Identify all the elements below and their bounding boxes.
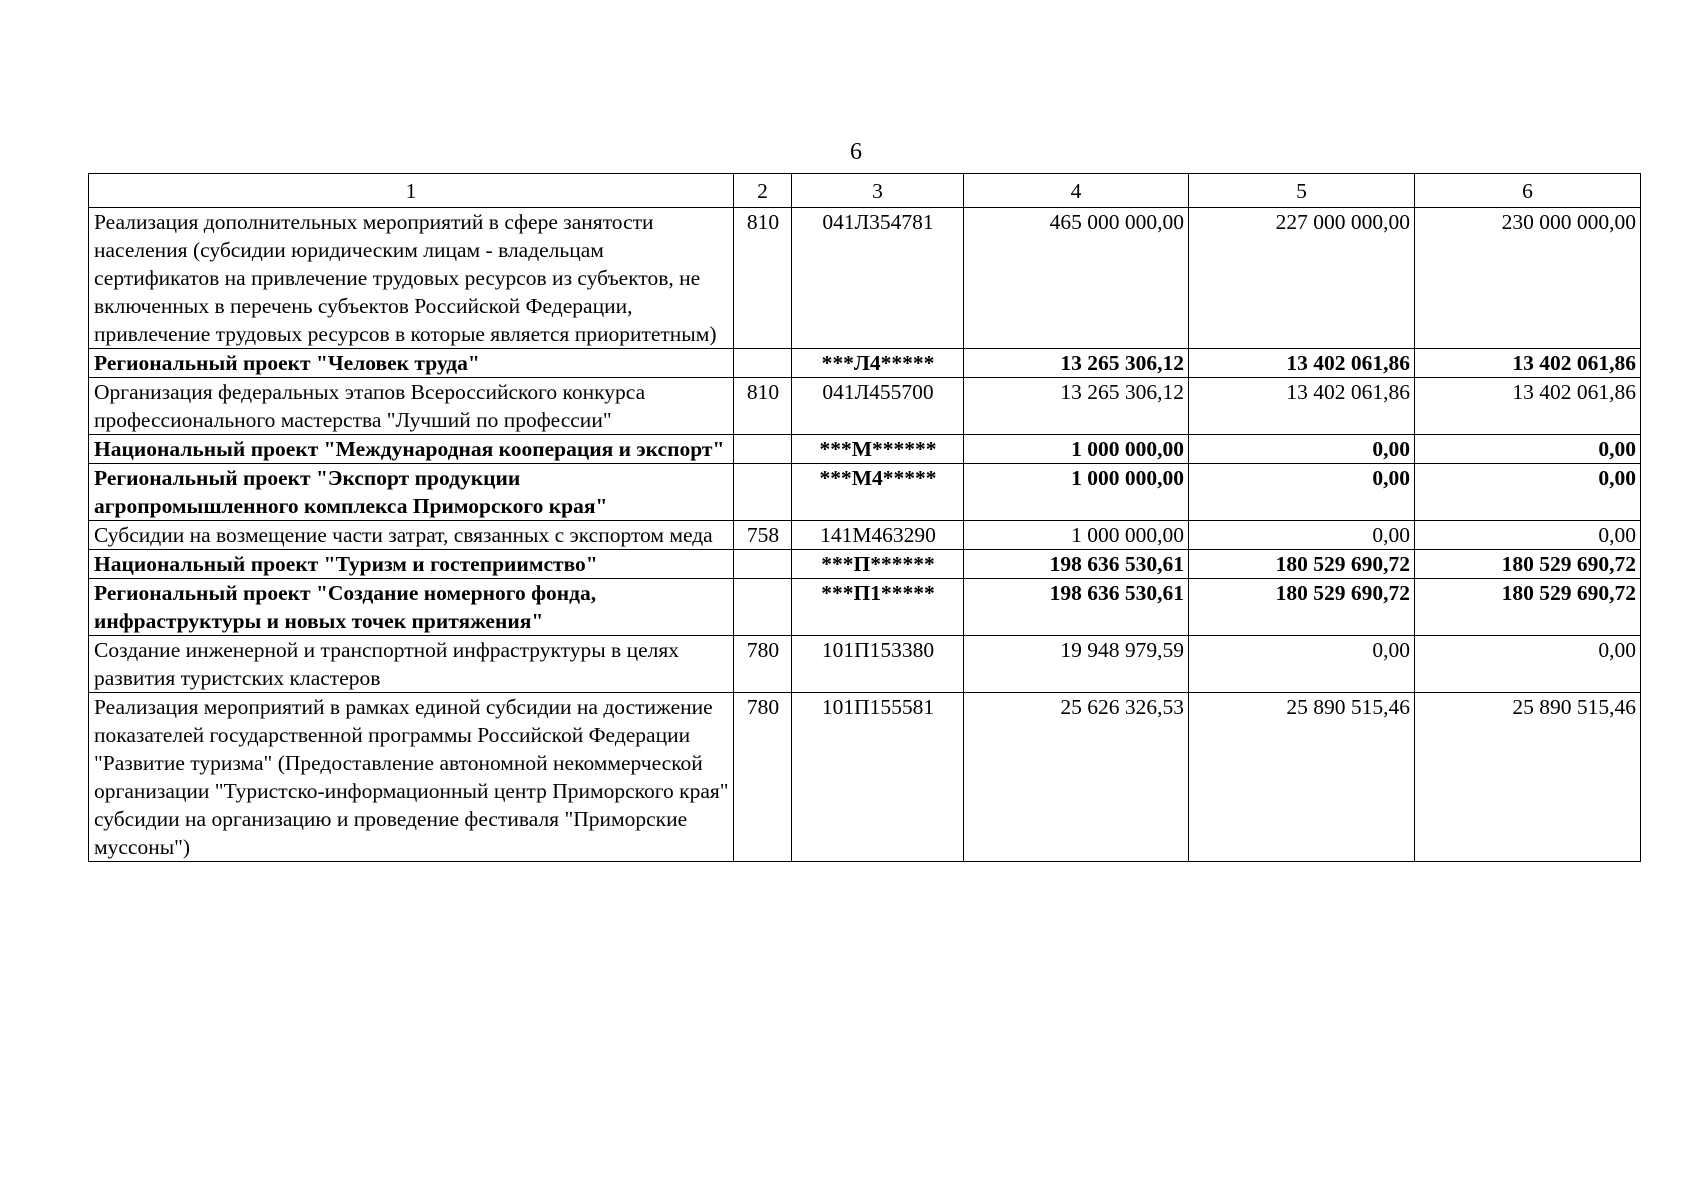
table-row bbox=[89, 693, 1641, 862]
row-target-article-code: ***Л4***** bbox=[792, 349, 964, 378]
table-row bbox=[89, 349, 1641, 378]
row-name: Организация федеральных этапов Всероссийского конкурса профессионального мастерства "Лучший по профессии" bbox=[89, 378, 734, 435]
row-target-article-code: ***П1***** bbox=[792, 579, 964, 636]
row-amount-col6: 13 402 061,86 bbox=[1415, 349, 1641, 378]
row-name: Национальный проект "Международная кооперация и экспорт" bbox=[89, 435, 734, 464]
row-target-article-code: 041Л455700 bbox=[792, 378, 964, 435]
row-amount-col6: 0,00 bbox=[1415, 521, 1641, 550]
column-header-4: 4 bbox=[964, 174, 1189, 208]
row-target-article-code: ***М****** bbox=[792, 435, 964, 464]
row-name: Субсидии на возмещение части затрат, связанных с экспортом меда bbox=[89, 521, 734, 550]
row-expense-type-code bbox=[734, 435, 792, 464]
row-amount-col5: 0,00 bbox=[1189, 435, 1415, 464]
row-amount-col5: 0,00 bbox=[1189, 521, 1415, 550]
row-target-article-code: 041Л354781 bbox=[792, 208, 964, 349]
row-amount-col4: 465 000 000,00 bbox=[964, 208, 1189, 349]
table-row bbox=[89, 208, 1641, 349]
row-amount-col6: 0,00 bbox=[1415, 435, 1641, 464]
row-amount-col4: 25 626 326,53 bbox=[964, 693, 1189, 862]
row-name: Региональный проект "Создание номерного фонда, инфраструктуры и новых точек притяжения" bbox=[89, 579, 734, 636]
row-name: Национальный проект "Туризм и гостеприимство" bbox=[89, 550, 734, 579]
row-amount-col4: 13 265 306,12 bbox=[964, 349, 1189, 378]
row-expense-type-code bbox=[734, 464, 792, 521]
row-target-article-code: 141М463290 bbox=[792, 521, 964, 550]
row-target-article-code: ***П****** bbox=[792, 550, 964, 579]
row-amount-col5: 13 402 061,86 bbox=[1189, 349, 1415, 378]
row-amount-col4: 198 636 530,61 bbox=[964, 550, 1189, 579]
row-expense-type-code: 758 bbox=[734, 521, 792, 550]
row-amount-col6: 0,00 bbox=[1415, 464, 1641, 521]
row-amount-col5: 180 529 690,72 bbox=[1189, 550, 1415, 579]
row-amount-col4: 1 000 000,00 bbox=[964, 521, 1189, 550]
table-row bbox=[89, 378, 1641, 435]
column-header-1: 1 bbox=[89, 174, 734, 208]
row-name: Реализация дополнительных мероприятий в сфере занятости населения (субсидии юридическим лицам - владельцам сертификатов на привлечение трудовых ресурсов из субъектов, не включенных в перечень субъектов Российской Федерации, привлечение трудовых ресурсов в которые является приоритетным) bbox=[89, 208, 734, 349]
row-name: Региональный проект "Человек труда" bbox=[89, 349, 734, 378]
column-header-3: 3 bbox=[792, 174, 964, 208]
row-target-article-code: 101П155581 bbox=[792, 693, 964, 862]
row-expense-type-code: 810 bbox=[734, 208, 792, 349]
row-amount-col4: 13 265 306,12 bbox=[964, 378, 1189, 435]
row-amount-col6: 0,00 bbox=[1415, 636, 1641, 693]
column-header-5: 5 bbox=[1189, 174, 1415, 208]
table-row bbox=[89, 521, 1641, 550]
column-header-6: 6 bbox=[1415, 174, 1641, 208]
row-name: Реализация мероприятий в рамках единой субсидии на достижение показателей государственной программы Российской Федерации "Развитие туризма" (Предоставление автономной некоммерческой организации "Туристско-информационный центр Приморского края" субсидии на организацию и проведение фестиваля "Приморские муссоны") bbox=[89, 693, 734, 862]
row-amount-col4: 198 636 530,61 bbox=[964, 579, 1189, 636]
table-row bbox=[89, 550, 1641, 579]
row-expense-type-code bbox=[734, 349, 792, 378]
row-amount-col5: 25 890 515,46 bbox=[1189, 693, 1415, 862]
header-row bbox=[89, 174, 1641, 208]
row-name: Региональный проект "Экспорт продукции агропромышленного комплекса Приморского края" bbox=[89, 464, 734, 521]
row-name: Создание инженерной и транспортной инфраструктуры в целях развития туристских кластеров bbox=[89, 636, 734, 693]
row-amount-col6: 25 890 515,46 bbox=[1415, 693, 1641, 862]
row-amount-col6: 180 529 690,72 bbox=[1415, 579, 1641, 636]
row-amount-col4: 1 000 000,00 bbox=[964, 464, 1189, 521]
row-amount-col5: 227 000 000,00 bbox=[1189, 208, 1415, 349]
row-amount-col5: 0,00 bbox=[1189, 464, 1415, 521]
table-row bbox=[89, 435, 1641, 464]
row-amount-col4: 1 000 000,00 bbox=[964, 435, 1189, 464]
row-expense-type-code: 810 bbox=[734, 378, 792, 435]
page-number: 6 bbox=[850, 139, 862, 165]
row-expense-type-code bbox=[734, 550, 792, 579]
table-row bbox=[89, 636, 1641, 693]
row-target-article-code: ***М4***** bbox=[792, 464, 964, 521]
row-amount-col6: 230 000 000,00 bbox=[1415, 208, 1641, 349]
row-amount-col4: 19 948 979,59 bbox=[964, 636, 1189, 693]
table-row bbox=[89, 464, 1641, 521]
row-amount-col6: 180 529 690,72 bbox=[1415, 550, 1641, 579]
row-amount-col5: 180 529 690,72 bbox=[1189, 579, 1415, 636]
column-header-2: 2 bbox=[734, 174, 792, 208]
row-amount-col6: 13 402 061,86 bbox=[1415, 378, 1641, 435]
row-expense-type-code bbox=[734, 579, 792, 636]
row-target-article-code: 101П153380 bbox=[792, 636, 964, 693]
budget-table bbox=[88, 173, 1641, 862]
table-row bbox=[89, 579, 1641, 636]
row-expense-type-code: 780 bbox=[734, 693, 792, 862]
row-expense-type-code: 780 bbox=[734, 636, 792, 693]
row-amount-col5: 13 402 061,86 bbox=[1189, 378, 1415, 435]
row-amount-col5: 0,00 bbox=[1189, 636, 1415, 693]
